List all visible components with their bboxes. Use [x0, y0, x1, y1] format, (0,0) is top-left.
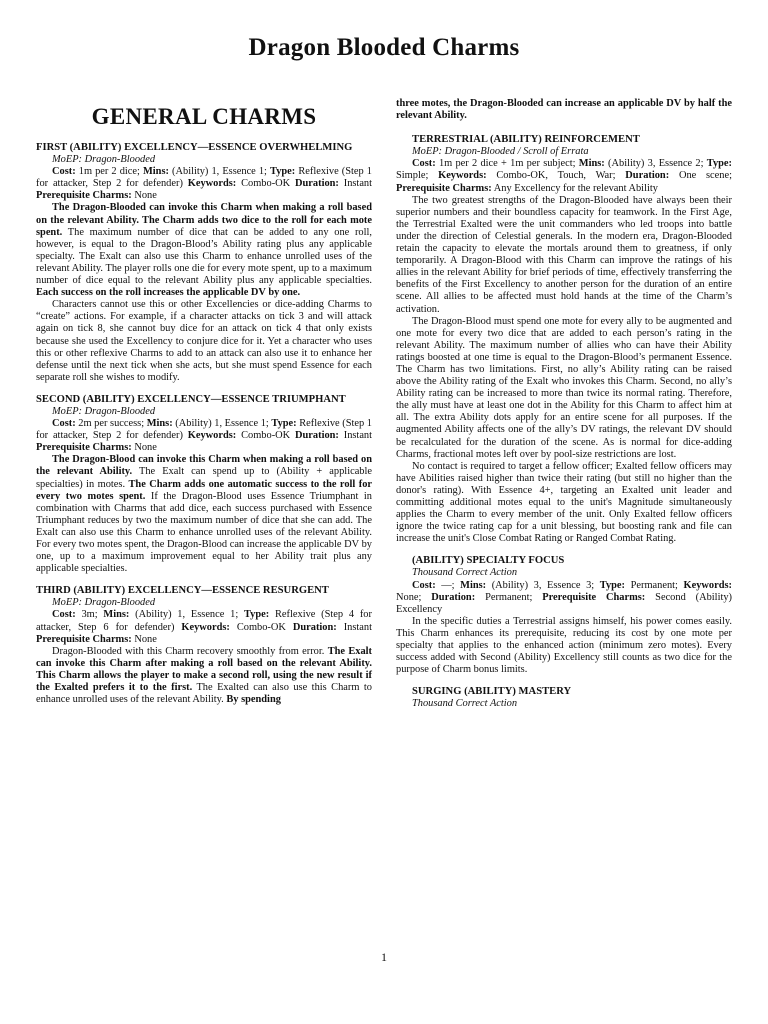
type-value: Reflexive (Step 4 for attacker, Step 6 for defender): [36, 609, 372, 633]
charm-source: Thousand Correct Action: [412, 698, 518, 710]
document-title: Dragon Blooded Charms: [248, 34, 520, 61]
prereq-value: Second (Ability) Excellency: [396, 591, 732, 615]
charm-second-excellency: [36, 394, 372, 575]
mins-value: (Ability) 1, Essence 1;: [172, 166, 267, 178]
desc-bold: The Dragon-Blood can invoke this Charm when making a roll based on the relevant Ability.: [36, 454, 372, 478]
keywords-value: Combo-OK: [236, 621, 286, 633]
charm-stats: [36, 609, 372, 645]
keywords-value: Combo-OK: [241, 178, 291, 190]
prereq-value: Any Excellency for the relevant Ability: [493, 182, 658, 194]
charm-first-excellency: [36, 142, 372, 384]
duration-label: Duration:: [431, 591, 476, 603]
type-value: Reflexive (Step 1 for attacker, Step 2 for defender): [36, 418, 372, 442]
prereq-label: Prerequisite Charms:: [36, 442, 132, 454]
desc-text: The Exalt can spend up to (Ability + applicable specialties) in motes.: [36, 466, 372, 490]
duration-label: Duration:: [295, 430, 339, 442]
prereq-label: Prerequisite Charms:: [36, 190, 132, 202]
prereq-label: Prerequisite Charms:: [542, 591, 646, 603]
charm-source: MoEP: Dragon-Blooded: [52, 405, 156, 417]
charm-name: SURGING (ABILITY) MASTERY: [412, 686, 572, 698]
keywords-label: Keywords:: [187, 430, 237, 442]
desc-text: The maximum number of dice that can be added to any one roll, however, is equal to the Dragon-Blood’s Ability rating plus any applicable specialty. The Exalt can also use this Charm to enhance unrolled uses of the relevant Ability. The player rolls one die for every mote spent, up to a maximum number of dice equal to the relevant Ability plus any applicable specialties.: [36, 226, 372, 287]
mins-label: Mins:: [460, 579, 487, 591]
charm-name: (ABILITY) SPECIALTY FOCUS: [412, 555, 565, 567]
type-label: Type:: [244, 609, 270, 621]
keywords-value: None;: [396, 591, 422, 603]
charm-specialty-focus: [396, 555, 732, 676]
section-title: GENERAL CHARMS: [91, 104, 317, 129]
desc-text: The Exalted can also use this Charm to enhance unrolled uses of the relevant Ability.: [36, 682, 372, 706]
desc-bold: By spending: [226, 694, 281, 706]
desc-bold: The Exalt can invoke this Charm after making a roll based on the relevant Ability. This Charm allows the player to make a second roll, using the new result if the Exalted prefers it to the first.: [36, 645, 373, 694]
prereq-value: None: [134, 442, 157, 454]
charm-source: MoEP: Dragon-Blooded: [52, 597, 156, 609]
type-label: Type:: [270, 166, 296, 178]
desc-bold-tail: Each success on the roll increases the applicable DV by one.: [36, 287, 301, 299]
cost-value: —;: [441, 579, 455, 591]
duration-label: Duration:: [625, 170, 670, 182]
charm-description: In the specific duties a Terrestrial assigns himself, his power comes easily. This Charm enhances its prerequisite, reducing its cost by one mote per specialty that applies to the enhanced action (minimum zero motes). Every success added with Second (Ability) Excellency still counts as two dice for the purpose of Charm bonus limits.: [396, 615, 732, 676]
mins-label: Mins:: [142, 166, 169, 178]
duration-value: Permanent;: [485, 591, 533, 603]
duration-label: Duration:: [295, 178, 339, 190]
charm-description: The Dragon-Blood must spend one mote for every ally to be augmented and one mote for every two dice that are added to each person’s rating in the relevant Ability. The maximum number of allies who can have their Ability ratings boosted at one time is equal to the Dragon-Blood’s permanent Essence. The Charm has two limitations. First, no ally’s Ability rating can be raised above the Ability rating of the Exalt who invokes this Charm. Second, no ally’s Ability rating can be increased to more than twice its normal rating. Therefore, the ally must have at least one dot in the Ability for this Charm to affect him at all. The extra Ability dots apply for an entire scene for all purposes. If the augmented Ability affects one of the ally’s DV ratings, the relevant DV should be recalculated for the duration of the scene. As is normal for dice-adding Charms, fractional motes left over by pool-size restrictions are lost.: [396, 315, 732, 460]
keywords-value: Combo-OK: [241, 430, 291, 442]
keywords-label: Keywords:: [181, 621, 230, 633]
charm-stats: [36, 166, 372, 202]
cost-value: 1m per 2 dice + 1m per subject;: [438, 158, 576, 170]
cost-value: 1m per 2 dice;: [78, 166, 140, 178]
cost-label: Cost:: [52, 609, 76, 621]
cost-label: Cost:: [52, 166, 76, 178]
charm-description: The two greatest strengths of the Dragon-Blooded have always been their superior numbers and their boundless capacity for teamwork. In the First Age, the Terrestrial Exalted were the unit commanders who led troops into battle under the direction of Celestial generals. In the modern era, Dragon-Blooded retain the capacity to elevate the mortals around them to greatness, if only temporarily. A Dragon-Blood with this Charm can improve the ratings of his allies in the relevant Ability for brief periods of time, effectively transferring the benefits of the First Excellency to another person for the duration of an entire scene. All allies to be affected must hold hands at the time of the Charm’s activation.: [396, 194, 732, 315]
duration-value: Instant: [343, 178, 373, 190]
prereq-label: Prerequisite Charms:: [36, 633, 132, 645]
type-label: Type:: [706, 158, 732, 170]
keywords-label: Keywords:: [187, 178, 237, 190]
cost-value: 3m;: [81, 609, 98, 621]
mins-value: (Ability) 1, Essence 1;: [135, 609, 239, 621]
charm-stats: [396, 580, 732, 616]
type-value: Simple;: [396, 170, 429, 182]
charm-description: Characters cannot use this or other Excellencies or dice-adding Charms to “create” actions. For example, if a character attacks on tick 3 and will attack again on tick 8, she cannot buy dice for an attack on tick 4 that only exists because she used the Excellency to conjure dice for it. Yet a character who uses this or other reflexive Charms to add to an attack can also use it to enhance her defense until the next tick when she acts, but she must spend Essence for each separate roll she wishes to modify.: [36, 299, 372, 383]
continued-text: three motes, the Dragon-Blooded can increase an applicable DV by half the relevant Ability.: [396, 98, 732, 122]
charm-description: [36, 454, 372, 575]
charm-name: FIRST (ABILITY) EXCELLENCY—ESSENCE OVERWHELMING: [36, 142, 353, 153]
charm-source: MoEP: Dragon-Blooded / Scroll of Errata: [412, 146, 589, 158]
charm-name: THIRD (ABILITY) EXCELLENCY—ESSENCE RESURGENT: [36, 585, 329, 597]
charm-name: TERRESTRIAL (ABILITY) REINFORCEMENT: [412, 134, 640, 146]
charm-source: MoEP: Dragon-Blooded: [52, 154, 156, 166]
charm-description: No contact is required to target a fellow officer; Exalted fellow officers may have Abilities raised higher than twice their rating (but still no higher than the donor's rating). With Essence 4+, targeting an Exalted unit leader and committing additional motes equal to the unit's Magnitude simultaneously applies the Charm to every member of the unit. Only Exalted fellow officers ignore the twice rating cap for a unit blessing, but boosting rank and file can increase the unit's Close Combat Rating or Ranged Combat Rating.: [396, 460, 732, 545]
mins-label: Mins:: [103, 609, 130, 621]
duration-value: One scene;: [678, 170, 732, 182]
charm-name: SECOND (ABILITY) EXCELLENCY—ESSENCE TRIUMPHANT: [36, 393, 346, 405]
charm-surging-mastery: [396, 686, 732, 710]
charm-source: Thousand Correct Action: [412, 567, 518, 579]
mins-value: (Ability) 1, Essence 1;: [175, 418, 269, 430]
charm-stats: [396, 158, 732, 194]
prereq-value: None: [134, 190, 157, 202]
type-label: Type:: [271, 418, 297, 430]
desc-text: Dragon-Blooded with this Charm recovery smoothly from error.: [52, 645, 328, 657]
keywords-label: Keywords:: [438, 170, 487, 182]
right-column: [396, 98, 732, 721]
prereq-value: None: [134, 633, 157, 645]
duration-value: Instant: [343, 621, 372, 633]
cost-label: Cost:: [412, 158, 436, 170]
cost-label: Cost:: [412, 579, 436, 591]
left-column: [36, 98, 372, 716]
charm-third-excellency: [36, 585, 372, 706]
charm-description: [36, 202, 372, 299]
keywords-label: Keywords:: [683, 579, 732, 591]
cost-label: Cost:: [52, 418, 76, 430]
type-label: Type:: [599, 579, 625, 591]
duration-value: Instant: [343, 430, 373, 442]
mins-label: Mins:: [578, 158, 605, 170]
desc-bold: The Dragon-Blooded can invoke this Charm when making a roll based on the relevant Ability. The Charm adds two dice to the roll for each mote spent.: [36, 202, 372, 238]
duration-label: Duration:: [292, 621, 337, 633]
type-value: Reflexive (Step 1 for attacker, Step 2 for defender): [36, 166, 372, 190]
prereq-label: Prerequisite Charms:: [396, 182, 492, 194]
mins-value: (Ability) 3, Essence 3;: [491, 579, 595, 591]
type-value: Permanent;: [630, 579, 678, 591]
cost-value: 2m per success;: [78, 418, 145, 430]
charm-stats: [36, 418, 372, 454]
desc-bold: The Charm adds one automatic success to the roll for every two motes spent.: [36, 478, 372, 502]
page-number: 1: [381, 950, 387, 964]
keywords-value: Combo-OK, Touch, War;: [496, 170, 616, 182]
desc-text: If the Dragon-Blood uses Essence Triumphant in combination with Charms that add dice, each success purchased with Essence Triumphant reduces by two the maximum number of dice that she can add. The Exalt can also use this Charm to enhance unrolled uses of the relevant Ability. For every two motes spent, the Dragon-Blood can increase the applicable DV by one, up to a maximum improvement equal to her Ability trait plus any applicable specialties.: [36, 490, 372, 575]
charm-description: [36, 646, 372, 706]
charm-terrestrial-reinforcement: [396, 134, 732, 545]
mins-label: Mins:: [146, 418, 173, 430]
mins-value: (Ability) 3, Essence 2;: [608, 158, 704, 170]
